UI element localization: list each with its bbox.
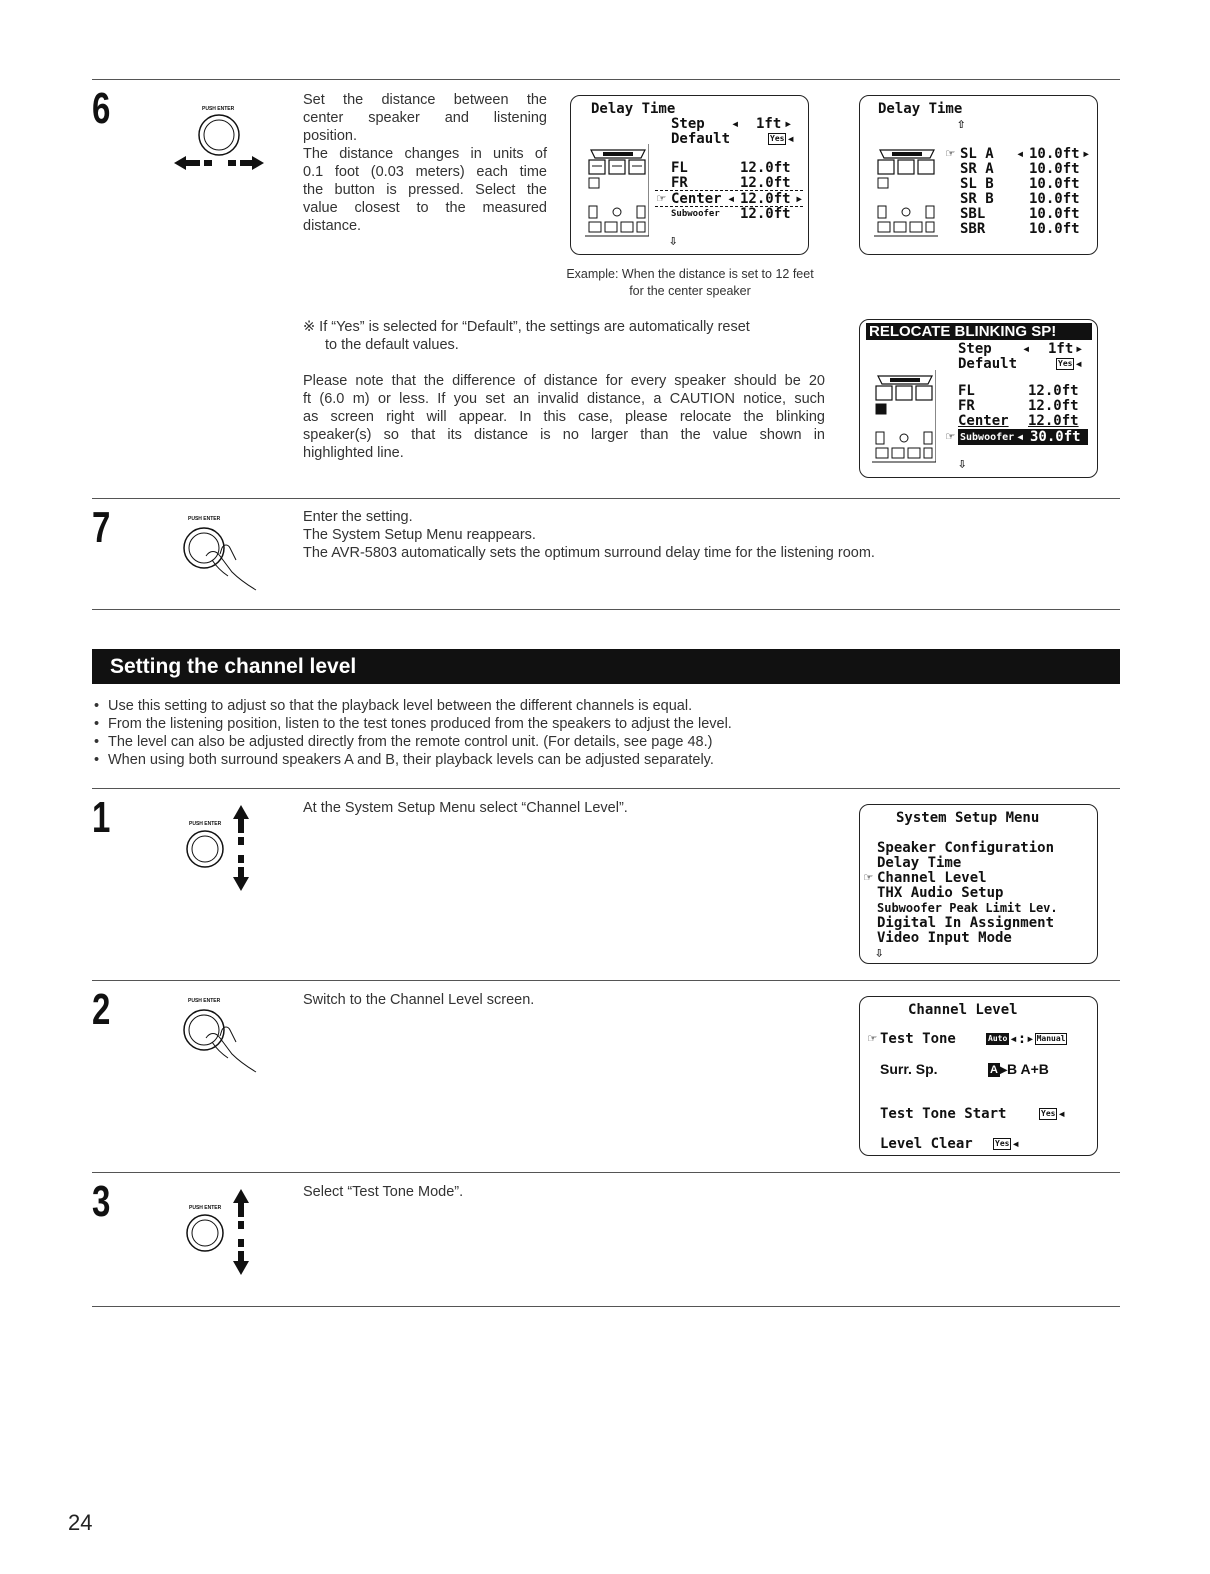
lcd-step-label: Step bbox=[671, 116, 705, 132]
test-tone-mode-options: Auto ◂:▸ Manual bbox=[988, 1031, 1066, 1047]
menu-item: Digital In Assignment bbox=[877, 915, 1055, 931]
lcd-title: Delay Time bbox=[878, 101, 963, 117]
menu-item: Channel Level bbox=[877, 870, 987, 886]
default-yes: Yes bbox=[770, 134, 785, 143]
left-arrow-icon: ◂ bbox=[731, 116, 740, 132]
text-line: Set the distance between the bbox=[303, 92, 547, 108]
lcd-row-value: 12.0ft bbox=[740, 175, 791, 191]
lcd-row-value: 10.0ft bbox=[1029, 221, 1080, 237]
svg-text:PUSH ENTER: PUSH ENTER bbox=[188, 998, 221, 1004]
lcd-row-value: 12.0ft bbox=[740, 206, 791, 222]
text-line: the button is pressed. Select the bbox=[303, 182, 547, 198]
lcd-row-value: 12.0ft bbox=[1028, 398, 1079, 414]
example-caption bbox=[540, 266, 840, 300]
lcd-title: Delay Time bbox=[591, 101, 676, 117]
divider bbox=[92, 609, 1120, 610]
right-arrow-icon: ▸ bbox=[795, 191, 804, 207]
lcd-channel-level bbox=[859, 996, 1098, 1156]
caution-line: ft (6.0 m) or less. If you set an invalid distance, a CAUTION notice, such bbox=[303, 391, 825, 407]
push-enter-up-down-icon bbox=[185, 805, 261, 891]
lcd-row-name: SL A bbox=[960, 146, 994, 162]
list-item: • When using both surround speakers A and B, their playback levels can be adjusted separately. bbox=[92, 751, 732, 769]
divider bbox=[92, 1306, 1120, 1307]
right-arrow-icon: ▸ bbox=[1082, 146, 1091, 162]
speaker-layout-icon bbox=[872, 370, 936, 464]
right-arrow-icon: ▸ bbox=[1075, 341, 1084, 357]
text-line: The System Setup Menu reappears. bbox=[303, 527, 536, 543]
down-arrow-icon: ⇩ bbox=[875, 945, 884, 961]
lcd-delay-time-surround bbox=[859, 95, 1098, 255]
lcd-row-value: 10.0ft bbox=[1029, 191, 1080, 207]
pointer-icon: ☞ bbox=[864, 870, 873, 886]
lcd-row-value: 12.0ft bbox=[740, 160, 791, 176]
surr-ab-option: A+B bbox=[1020, 1061, 1049, 1077]
divider bbox=[92, 788, 1120, 789]
right-arrow-icon: ▸ bbox=[784, 116, 793, 132]
svg-text:PUSH ENTER: PUSH ENTER bbox=[189, 1205, 222, 1211]
surr-b-option: B bbox=[1006, 1061, 1018, 1077]
step-number: 6 bbox=[92, 84, 111, 133]
down-arrow-icon: ⇩ bbox=[958, 456, 967, 472]
pointer-icon: ☞ bbox=[868, 1031, 877, 1047]
text-line: center speaker and listening bbox=[303, 110, 547, 126]
lcd-row-value: 12.0ft bbox=[1028, 383, 1079, 399]
lcd-step-value: 1ft bbox=[756, 116, 782, 132]
lcd-row-name: Subwoofer bbox=[960, 432, 1015, 443]
step2-instructions: Switch to the Channel Level screen. bbox=[303, 992, 535, 1008]
menu-item: THX Audio Setup bbox=[877, 885, 1004, 901]
left-arrow-icon: ◂ bbox=[1016, 429, 1025, 445]
lcd-test-tone-label: Test Tone bbox=[880, 1031, 956, 1047]
lcd-row-name: SL B bbox=[960, 176, 994, 192]
yes-box: Yes bbox=[1041, 1109, 1056, 1118]
divider bbox=[92, 980, 1120, 981]
lcd-row-name: SR B bbox=[960, 191, 994, 207]
push-enter-up-down-icon bbox=[185, 1189, 261, 1275]
svg-text:PUSH ENTER: PUSH ENTER bbox=[188, 516, 221, 522]
lcd-row-name: SBR bbox=[960, 221, 986, 237]
menu-item: Video Input Mode bbox=[877, 930, 1012, 946]
lcd-row-value: 10.0ft bbox=[1029, 146, 1080, 162]
caution-note bbox=[303, 372, 825, 462]
push-enter-left-right-icon bbox=[172, 100, 268, 180]
left-arrow-icon: ◂ bbox=[1022, 341, 1031, 357]
pointer-icon: ☞ bbox=[946, 429, 955, 445]
text-line: position. bbox=[303, 128, 358, 144]
text-line: distance. bbox=[303, 218, 362, 234]
text-line: 0.1 foot (0.03 meters) each time bbox=[303, 164, 547, 180]
left-arrow-icon: ◂ bbox=[727, 191, 736, 207]
lcd-relocate-caution bbox=[859, 319, 1098, 478]
lcd-test-tone-start: Test Tone Start bbox=[880, 1106, 1007, 1122]
step-number: 1 bbox=[92, 793, 111, 842]
step-number: 2 bbox=[92, 985, 111, 1034]
step-number: 7 bbox=[92, 503, 111, 552]
caption-line: for the center speaker bbox=[629, 284, 751, 298]
level-clear-yes: Yes ◂ bbox=[995, 1136, 1020, 1152]
caution-line: Please note that the difference of distance for every speaker should be 20 bbox=[303, 373, 825, 389]
divider bbox=[92, 1172, 1120, 1173]
step3-instructions: Select “Test Tone Mode”. bbox=[303, 1184, 464, 1200]
lcd-row-name: Subwoofer bbox=[671, 209, 720, 219]
lcd-row-name: FR bbox=[671, 175, 688, 191]
surr-a-option: A bbox=[990, 1064, 998, 1077]
lcd-title: RELOCATE BLINKING SP! bbox=[869, 323, 1057, 340]
lcd-row-value: 30.0ft bbox=[1030, 429, 1081, 445]
caption-line: Example: When the distance is set to 12 feet bbox=[566, 267, 814, 281]
down-arrow-icon: ⇩ bbox=[669, 233, 678, 249]
lcd-step-label: Step bbox=[958, 341, 992, 357]
list-item: • Use this setting to adjust so that the playback level between the different channels is equal. bbox=[92, 697, 732, 715]
lcd-row-name: SBL bbox=[960, 206, 986, 222]
list-item: • The level can also be adjusted directly from the remote control unit. (For details, see page 48.) bbox=[92, 733, 732, 751]
lcd-delay-time-center bbox=[570, 95, 809, 255]
bullet-list bbox=[92, 697, 732, 769]
svg-text:PUSH ENTER: PUSH ENTER bbox=[202, 106, 235, 112]
lcd-row-name: FL bbox=[671, 160, 688, 176]
test-tone-start-yes: Yes ◂ bbox=[1041, 1106, 1066, 1122]
divider bbox=[92, 79, 1120, 80]
menu-item: Subwoofer Peak Limit Lev. bbox=[877, 901, 1058, 915]
lcd-row-value: 10.0ft bbox=[1029, 176, 1080, 192]
list-item: • From the listening position, listen to the test tones produced from the speakers to adjust the level. bbox=[92, 715, 732, 733]
lcd-row-value: 10.0ft bbox=[1029, 206, 1080, 222]
speaker-layout-icon bbox=[874, 144, 938, 238]
svg-text:PUSH ENTER: PUSH ENTER bbox=[189, 821, 222, 827]
manual-option: Manual bbox=[1036, 1034, 1066, 1043]
step1-instructions: At the System Setup Menu select “Channel Level”. bbox=[303, 800, 628, 816]
speaker-layout-icon bbox=[585, 144, 649, 238]
left-arrow-icon: ◂ bbox=[1016, 146, 1025, 162]
lcd-default-value-box: Yes ◂ bbox=[1058, 356, 1083, 372]
divider bbox=[92, 498, 1120, 499]
step6-instructions bbox=[303, 91, 547, 235]
push-enter-press-icon bbox=[176, 514, 266, 594]
lcd-step-value: 1ft bbox=[1048, 341, 1074, 357]
text-line: Enter the setting. bbox=[303, 509, 413, 525]
step-number: 3 bbox=[92, 1177, 111, 1226]
push-enter-press-icon bbox=[176, 996, 266, 1076]
lcd-system-setup-menu bbox=[859, 804, 1098, 964]
text-line: value closest to the measured bbox=[303, 200, 547, 216]
auto-option: Auto bbox=[988, 1034, 1008, 1043]
pointer-icon: ☞ bbox=[946, 146, 955, 162]
text-line: The distance changes in units of bbox=[303, 146, 547, 162]
section-title: Setting the channel level bbox=[92, 649, 1120, 684]
lcd-row-value: 12.0ft bbox=[1028, 413, 1079, 429]
yes-box: Yes bbox=[995, 1139, 1010, 1148]
lcd-level-clear: Level Clear bbox=[880, 1136, 973, 1152]
text-line: The AVR-5803 automatically sets the optimum surround delay time for the listening room. bbox=[303, 545, 875, 561]
default-yes: Yes bbox=[1058, 359, 1073, 368]
pointer-icon: ☞ bbox=[657, 191, 666, 207]
default-note bbox=[303, 318, 833, 354]
lcd-row-name: Center bbox=[958, 413, 1009, 429]
lcd-title: System Setup Menu bbox=[896, 810, 1040, 826]
caution-line: as screen right will appear. In this case, please relocate the blinking bbox=[303, 409, 825, 425]
step7-instructions bbox=[303, 508, 1103, 562]
menu-item: Speaker Configuration bbox=[877, 840, 1055, 856]
lcd-default-label: Default bbox=[958, 356, 1018, 372]
note-line: ※ If “Yes” is selected for “Default”, the settings are automatically reset bbox=[303, 319, 750, 335]
lcd-default-value-box: Yes ◂ bbox=[770, 131, 795, 147]
caution-line: speaker(s) so that its distance is no larger than the value shown in bbox=[303, 427, 825, 443]
lcd-row-value: 10.0ft bbox=[1029, 161, 1080, 177]
lcd-row-name: FL bbox=[958, 383, 975, 399]
page-number: 24 bbox=[68, 1510, 93, 1535]
lcd-surr-label: Surr. Sp. bbox=[880, 1061, 938, 1077]
lcd-row-name: SR A bbox=[960, 161, 994, 177]
caution-line: highlighted line. bbox=[303, 445, 404, 461]
lcd-default-label: Default bbox=[671, 131, 731, 147]
lcd-title: Channel Level bbox=[908, 1002, 1018, 1018]
lcd-row-value: 12.0ft bbox=[740, 191, 791, 207]
menu-item: Delay Time bbox=[877, 855, 962, 871]
lcd-row-name: FR bbox=[958, 398, 975, 414]
surround-speaker-options: A ▸B A+B bbox=[990, 1061, 1049, 1077]
up-arrow-icon: ⇧ bbox=[957, 116, 966, 132]
note-line: to the default values. bbox=[325, 337, 459, 353]
lcd-row-name: Center bbox=[671, 191, 722, 207]
